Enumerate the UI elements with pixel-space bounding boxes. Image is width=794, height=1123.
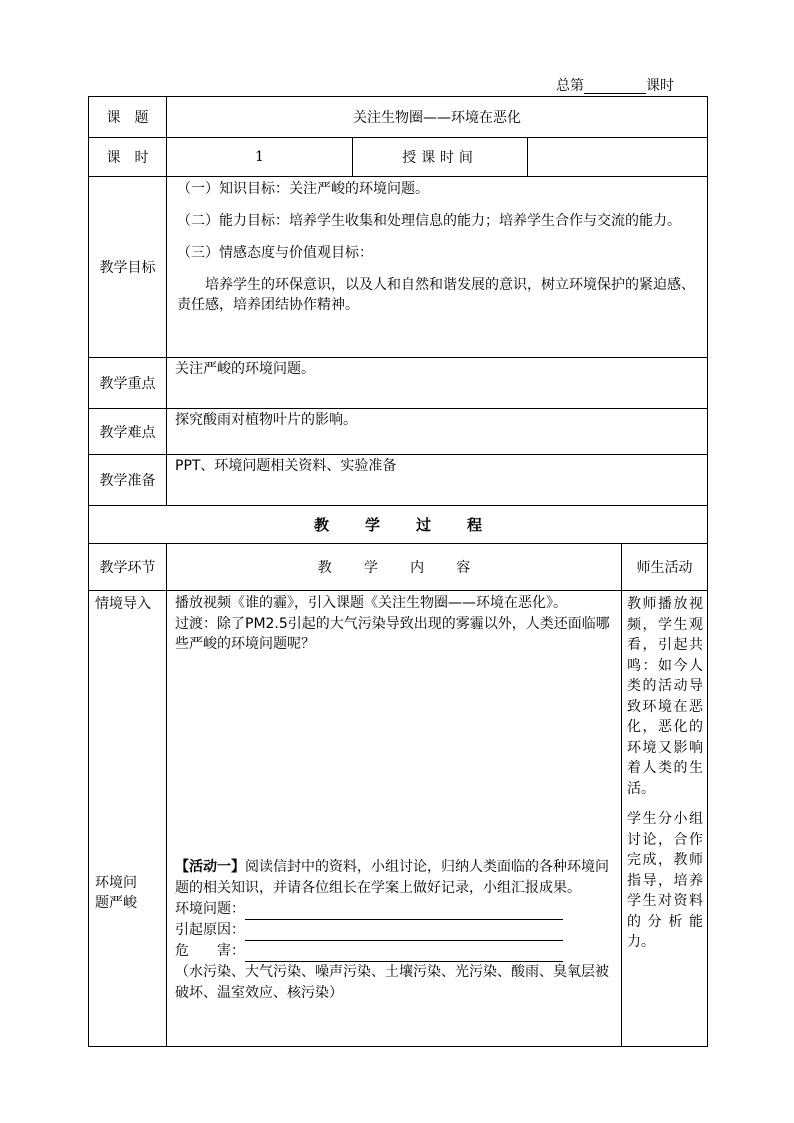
difficulty-label: 教学难点 [89,409,167,455]
total-prefix: 总第 [556,78,584,94]
activity-cell [622,591,708,1047]
time-label: 授课时间 [353,138,528,177]
goal-knowledge: （一）知识目标：关注严峻的环境问题。 [177,181,429,197]
goal-emotion-title: （三）情感态度与价值观目标： [177,245,373,261]
activity-one [175,857,613,899]
stage1-name: 情境导入 [95,596,151,612]
time-value[interactable] [528,138,708,177]
topic-value: 关注生物圈——环境在恶化 [167,97,708,138]
field-harm [175,941,613,962]
col-activity-header: 师生活动 [622,544,708,591]
field-env-problem-line[interactable] [245,905,563,920]
total-blank[interactable] [584,80,646,94]
goals-content [167,177,708,358]
col-content-header: 教学内容 [167,544,622,591]
activity-one-tag: 【活动一】 [175,859,245,875]
field-cause [175,920,613,941]
field-env-problem [175,899,613,920]
stage-cell [89,591,167,1047]
hours-label: 课 时 [89,138,167,177]
total-suffix: 课时 [646,78,674,94]
stage2-name: 环境问题严峻 [95,875,137,911]
stage1-transition: 过渡：除了PM2.5引起的大气污染导致出现的雾霾以外，人类还面临哪些严峻的环境问题呢？ [175,616,610,652]
lesson-plan-table [88,96,708,1047]
pollution-list-note: （水污染、大气污染、噪声污染、土壤污染、光污染、酸雨、臭氧层被破坏、温室效应、核污染） [175,964,609,1001]
field-cause-line[interactable] [245,926,563,941]
topic-label: 课 题 [89,97,167,138]
goals-label: 教学目标 [89,177,167,358]
field-harm-label: 危 害： [175,943,245,959]
total-lesson-counter [556,78,674,94]
field-cause-label: 引起原因： [175,922,245,938]
goal-ability: （二）能力目标：培养学生收集和处理信息的能力；培养学生合作与交流的能力。 [177,213,681,229]
field-env-problem-label: 环境问题： [175,901,245,917]
stage1-activity: 教师播放视频，学生观看，引起共鸣：如今人类的活动导致环境在恶化，恶化的环境又影响着人类的生活。 [627,596,703,797]
content-cell [167,591,622,1047]
process-title: 教学过程 [89,506,708,544]
field-harm-line[interactable] [245,947,563,962]
preparation-label: 教学准备 [89,455,167,506]
goal-emotion-body: 培养学生的环保意识，以及人和自然和谐发展的意识，树立环境保护的紧迫感、责任感，培养团结协作精神。 [177,277,695,313]
key-point-label: 教学重点 [89,358,167,409]
activity-one-text: 阅读信封中的资料，小组讨论，归纳人类面临的各种环境问题的相关知识，并请各位组长在学案上做好记录，小组汇报成果。 [175,859,609,896]
key-point-value: 关注严峻的环境问题。 [167,358,708,409]
stage2-activity: 学生分小组讨论，合作完成，教师指导，培养学生对资料的分析能力。 [627,811,703,950]
stage1-intro: 播放视频《谁的霾》，引入课题《关注生物圈——环境在恶化》。 [175,595,567,611]
hours-value: 1 [167,138,353,177]
preparation-value: PPT、环境问题相关资料、实验准备 [167,455,708,506]
difficulty-value: 探究酸雨对植物叶片的影响。 [167,409,708,455]
col-stage-header: 教学环节 [89,544,167,591]
